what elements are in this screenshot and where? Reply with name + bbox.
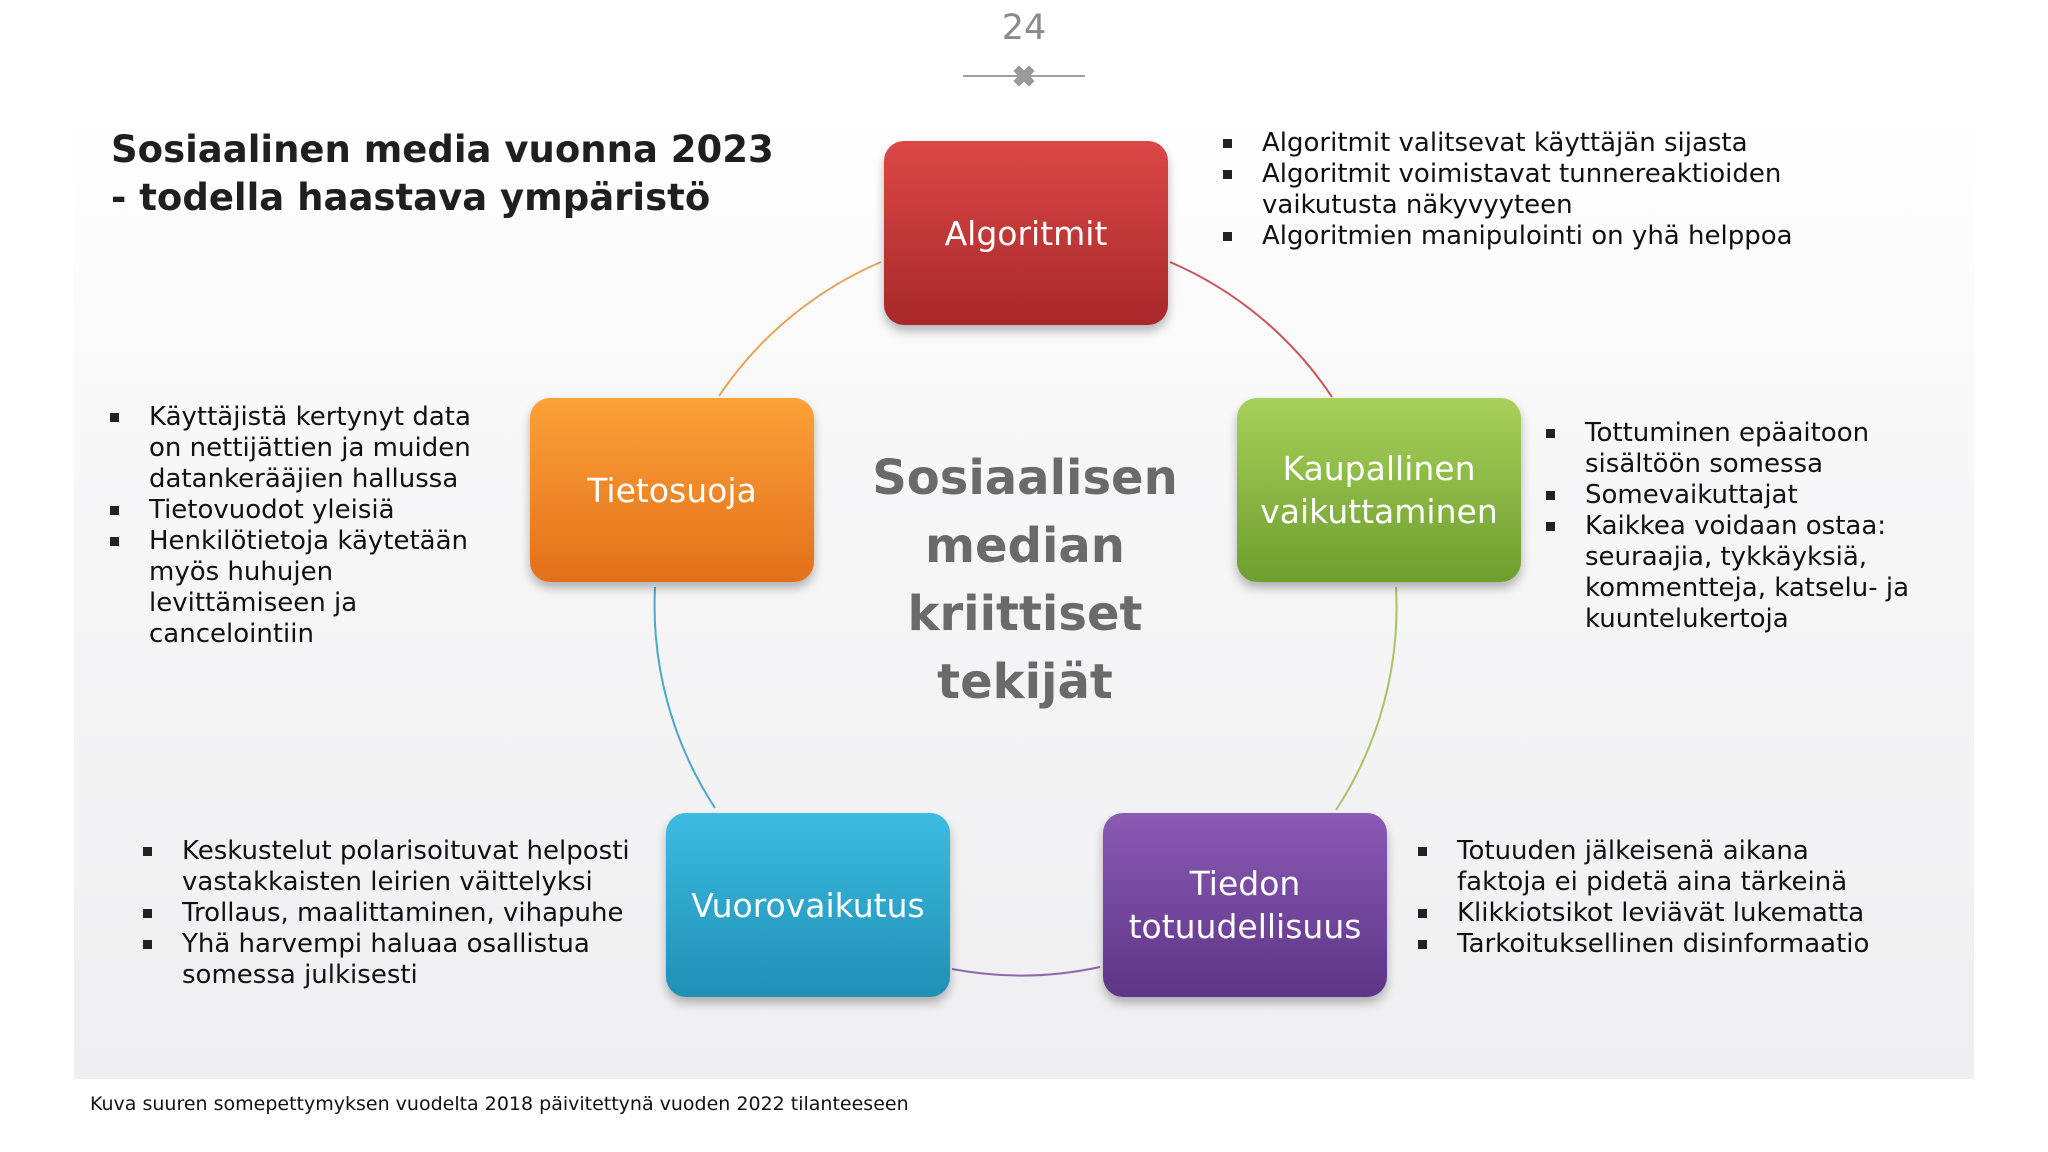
factor-label: Tietosuoja <box>587 470 757 510</box>
bullet-item <box>1546 480 1909 511</box>
bullet-item <box>1546 511 1909 635</box>
bullet-text: Algoritmit voimistavat tunnereaktioiden <box>1262 159 1782 189</box>
connector-totuudellisuus-vuorovaikutus <box>952 967 1100 976</box>
bullet-item <box>110 402 471 495</box>
bullet-item <box>1223 159 1793 221</box>
factor-box-algoritmit <box>884 141 1168 325</box>
bullet-text: Klikkiotsikot leviävät lukematta <box>1457 898 1865 928</box>
bullet-text: Trollaus, maalittaminen, vihapuhe <box>182 898 624 928</box>
bullet-text: Kaikkea voidaan ostaa: <box>1585 511 1887 541</box>
connector-algoritmit-kaupallinen <box>1170 262 1332 397</box>
bullet-list-algoritmit <box>1223 128 1793 252</box>
bullet-item <box>143 898 630 929</box>
title-line: - todella haastava ympäristö <box>111 176 711 219</box>
bullet-text: Tietovuodot yleisiä <box>149 495 395 525</box>
bullet-list-kaupallinen-vaikuttaminen <box>1546 418 1909 635</box>
factor-box-vuorovaikutus <box>666 813 950 997</box>
bullet-text: Käyttäjistä kertynyt data <box>149 402 471 432</box>
bullet-item <box>1418 898 1869 929</box>
bullet-text: vaikutusta näkyvyyteen <box>1262 190 1573 220</box>
title-line: Sosiaalinen media vuonna 2023 <box>111 128 774 171</box>
bullet-text: Algoritmit valitsevat käyttäjän sijasta <box>1262 128 1748 158</box>
bullet-text: Keskustelut polarisoituvat helposti <box>182 836 630 866</box>
bullet-item <box>110 526 471 650</box>
bullet-item <box>143 929 630 991</box>
bullet-text: Algoritmien manipulointi on yhä helppoa <box>1262 221 1793 251</box>
bullet-item <box>1223 221 1793 252</box>
bullet-list-vuorovaikutus <box>143 836 630 991</box>
factor-box-tiedon-totuudellisuus <box>1103 813 1387 997</box>
bullet-text: Totuuden jälkeisenä aikana <box>1457 836 1809 866</box>
center-label <box>855 444 1195 716</box>
bullet-item <box>1418 836 1869 898</box>
bullet-item <box>143 836 630 898</box>
bullet-text: datankerääjien hallussa <box>149 464 459 494</box>
bullet-text: Tarkoituksellinen disinformaatio <box>1457 929 1870 959</box>
bullet-text: sisältöön somessa <box>1585 449 1824 479</box>
bullet-text: Yhä harvempi haluaa osallistua <box>182 929 590 959</box>
factor-label: Tiedon <box>1189 864 1301 903</box>
connector-vuorovaikutus-tietosuoja <box>655 587 715 808</box>
bullet-text: Henkilötietoja käytetään <box>149 526 469 556</box>
factor-label: Kaupallinen <box>1282 449 1476 488</box>
connector-kaupallinen-totuudellisuus <box>1336 587 1397 810</box>
bullet-text: cancelointiin <box>149 619 314 649</box>
bullet-text: faktoja ei pidetä aina tärkeinä <box>1457 867 1848 897</box>
bullet-text: levittämiseen ja <box>149 588 358 618</box>
bullet-text: seuraajia, tykkäyksiä, <box>1585 542 1868 572</box>
bullet-item <box>1418 929 1869 960</box>
center-label-line: median <box>925 518 1125 574</box>
center-label-line: Sosiaalisen <box>872 450 1178 506</box>
bullet-text: on nettijättien ja muiden <box>149 433 471 463</box>
center-label-line: tekijät <box>937 654 1113 710</box>
bullet-item <box>110 495 471 526</box>
connector-tietosuoja-algoritmit <box>719 262 881 396</box>
factor-label: totuudellisuus <box>1128 907 1362 946</box>
bullet-text: somessa julkisesti <box>182 960 418 990</box>
bullet-text: Somevaikuttajat <box>1585 480 1798 510</box>
image-caption: Kuva suuren somepettymyksen vuodelta 2018 päivitettynä vuoden 2022 tilanteeseen <box>90 1093 909 1115</box>
slide-title <box>111 126 774 222</box>
bullet-item <box>1546 418 1909 480</box>
bullet-text: kuuntelukertoja <box>1585 604 1789 634</box>
factor-label: Vuorovaikutus <box>691 885 925 925</box>
factor-box-tietosuoja <box>530 398 814 582</box>
bullet-text: kommentteja, katselu- ja <box>1585 573 1910 603</box>
page-number: 24 <box>1001 8 1047 48</box>
factor-label: Algoritmit <box>944 213 1108 253</box>
factor-label: vaikuttaminen <box>1260 492 1498 531</box>
bullet-text: vastakkaisten leirien väittelyksi <box>182 867 593 897</box>
bullet-text: myös huhujen <box>149 557 334 587</box>
bullet-list-tietosuoja <box>110 402 471 650</box>
bullet-item <box>1223 128 1793 159</box>
factor-box-kaupallinen-vaikuttaminen <box>1237 398 1521 582</box>
bullet-text: Tottuminen epäaitoon <box>1585 418 1870 448</box>
bullet-list-tiedon-totuudellisuus <box>1418 836 1869 960</box>
center-label-line: kriittiset <box>907 586 1143 642</box>
